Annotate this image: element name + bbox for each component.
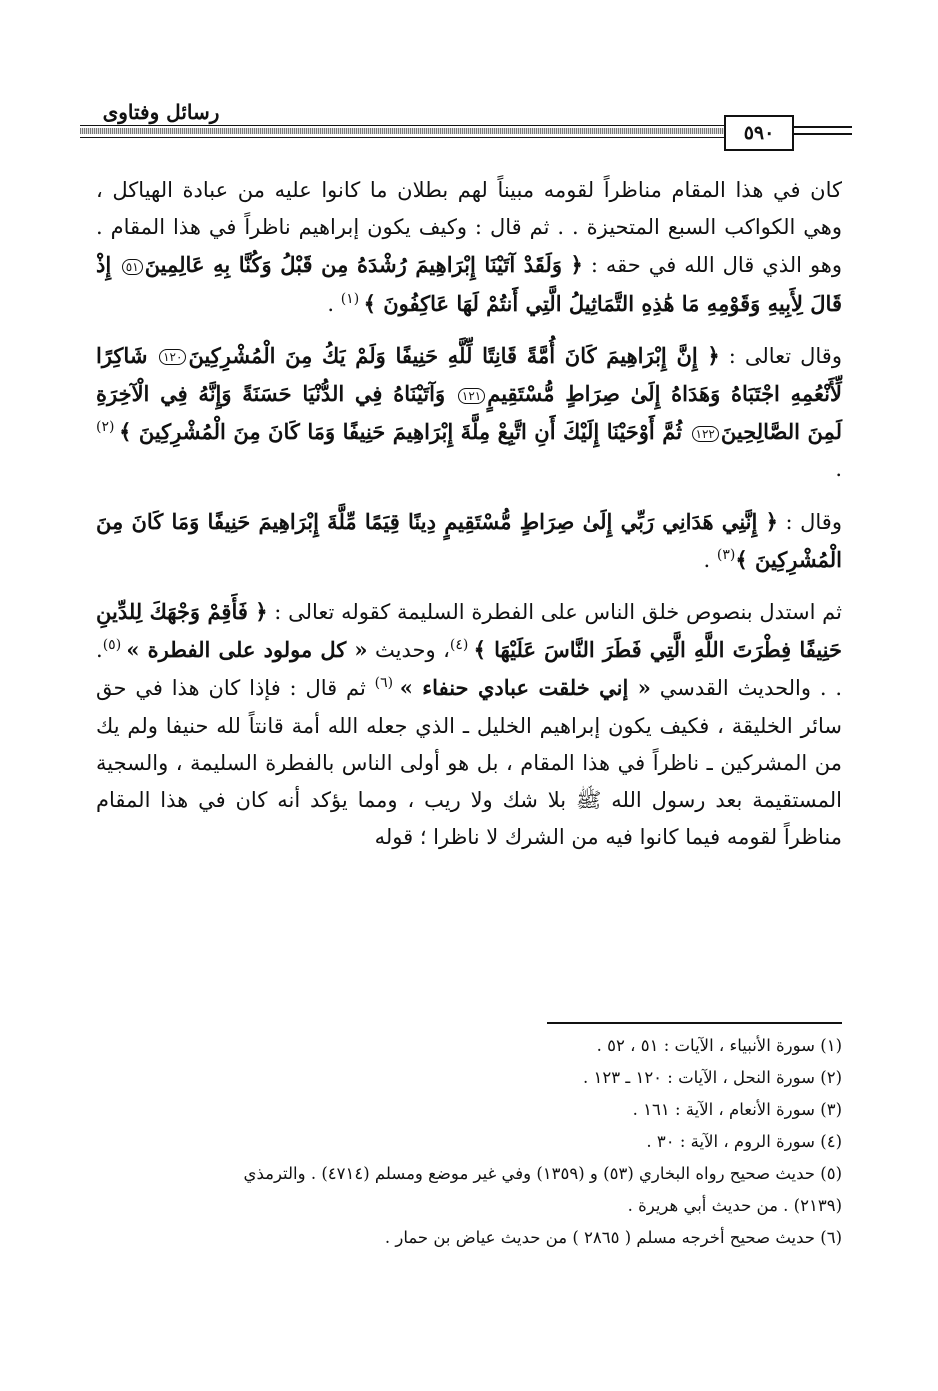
- footnote-ref: (٢): [96, 419, 120, 436]
- quran-quote: ﴿ إِنَّنِي هَدَانِي رَبِّي إِلَىٰ صِرَاطٍ مُّسْتَقِيمٍ دِينًا قِيَمًا مِّلَّةَ إِبْرَاهِيمَ حَنِيفًا وَمَا كَانَ مِنَ الْمُشْرِكِينَ ﴾: [96, 508, 842, 572]
- footnote-5: (٥) حديث صحيح رواه البخاري (٥٣) و (١٣٥٩) وفي غير موضع ومسلم (٤٧١٤) . والترمذي: [243, 1164, 842, 1183]
- paragraph: [96, 172, 842, 323]
- header-rule-band: [80, 128, 724, 134]
- quran-quote: وَآتَيْنَاهُ فِي الدُّنْيَا حَسَنَةً وَإِنَّهُ فِي الْآخِرَةِ لَمِنَ الصَّالِحِينَ: [96, 381, 842, 445]
- text-run: ، وحديث: [367, 638, 450, 663]
- quran-quote: إِذْ قَالَ لِأَبِيهِ وَقَوْمِهِ مَا هَٰذِهِ التَّمَاثِيلُ الَّتِي أَنتُمْ لَهَا عَاكِفُونَ ﴾: [96, 252, 842, 316]
- quran-quote: ﴿ إِنَّ إِبْرَاهِيمَ كَانَ أُمَّةً قَانِتًا لِّلَّهِ حَنِيفًا وَلَمْ يَكُ مِنَ الْمُشْرِكِينَ: [188, 342, 720, 368]
- footnote-2: (٢) سورة النحل ، الآيات : ١٢٠ ـ ١٢٣ .: [583, 1068, 842, 1087]
- footnote-ref: (٣): [716, 546, 736, 563]
- footnote-6: (٦) حديث صحيح أخرجه مسلم ( ٢٨٦٥ ) من حديث عياض بن حمار .: [384, 1228, 842, 1247]
- header-rule-bottom: [80, 137, 724, 138]
- verse-number-marker: ١٢٠: [159, 349, 186, 365]
- footnote-ref: (٥): [102, 637, 127, 654]
- text-run: .: [703, 547, 717, 572]
- quran-quote: شَاكِرًا لِّأَنْعُمِهِ اجْتَبَاهُ وَهَدَاهُ إِلَىٰ صِرَاطٍ مُّسْتَقِيمٍ: [96, 342, 842, 407]
- verse-number-marker: ١٢١: [458, 388, 485, 404]
- footnote-ref: (٤): [449, 637, 474, 654]
- footnote-4: (٤) سورة الروم ، الآية : ٣٠ .: [646, 1132, 842, 1151]
- text-run: .: [835, 457, 842, 482]
- footnote-3: (٣) سورة الأنعام ، الآية : ١٦١ .: [632, 1100, 842, 1119]
- text-run: وقال تعالى :: [719, 343, 842, 368]
- verse-number-marker: ٥١: [122, 259, 143, 275]
- page-number: ٥٩٠: [724, 115, 794, 151]
- header-rule-right-top: [794, 126, 852, 128]
- quran-quote: ﴿ وَلَقَدْ آتَيْنَا إِبْرَاهِيمَ رُشْدَهُ مِن قَبْلُ وَكُنَّا بِهِ عَالِمِينَ: [144, 252, 583, 278]
- header-rule-right-bottom: [794, 133, 852, 135]
- header-rule-top: [80, 125, 752, 126]
- footnotes: [96, 1030, 842, 1254]
- text-run: .: [327, 291, 341, 316]
- text-run: ثم استدل بنصوص خلق الناس على الفطرة السليمة كقوله تعالى :: [267, 600, 842, 625]
- text-run: كان في هذا المقام مناظراً لقومه مبيناً لهم بطلان ما كانوا عليه من عبادة الهياكل ، وهي الكواكب السبع المتحيزة . . ثم قال : وكيف يكون إبراهيم ناظراً في هذا المقام . وهو الذي قال الله في حقه :: [96, 178, 843, 278]
- hadith-quote: « كل مولود على الفطرة »: [126, 637, 368, 663]
- verse-number-marker: ١٢٢: [692, 426, 719, 442]
- footnote-ref: (٦): [374, 675, 400, 692]
- paragraph: [96, 337, 842, 489]
- main-text: [96, 172, 842, 856]
- footnote-separator: [547, 1022, 842, 1024]
- footnote-ref: (١): [340, 290, 364, 307]
- footnote-5-continued: (٢١٣٩) . من حديث أبي هريرة .: [627, 1196, 842, 1215]
- text-run: . . . والحديث القدسي: [96, 638, 843, 701]
- book-title: رسائل وفتاوى: [102, 100, 220, 124]
- hadith-quote: « إني خلقت عبادي حنفاء »: [399, 675, 651, 701]
- quran-quote: ﴿ فَأَقِمْ وَجْهَكَ لِلدِّينِ حَنِيفًا فِطْرَتَ اللَّهِ الَّتِي فَطَرَ النَّاسَ عَلَيْهَا ﴾: [96, 599, 842, 663]
- text-run: وقال :: [777, 509, 842, 534]
- footnote-1: (١) سورة الأنبياء ، الآيات : ٥١ ، ٥٢ .: [596, 1036, 842, 1055]
- quran-quote: ثُمَّ أَوْحَيْنَا إِلَيْكَ أَنِ اتَّبِعْ مِلَّةَ إِبْرَاهِيمَ حَنِيفًا وَمَا كَانَ مِنَ الْمُشْرِكِينَ ﴾: [119, 419, 690, 445]
- paragraph: [96, 593, 842, 856]
- paragraph: [96, 503, 842, 579]
- text-run: ثم قال : فإذا كان هذا في حق سائر الخليقة ، فكيف يكون إبراهيم الخليل ـ الذي جعله الله أمة قانتاً لله حنيفا ولم يك من المشركين ـ ناظراً في هذا المقام ، بل هو أولى الناس بالفطرة السليمة ، والسجية المستقيمة بعد رسول الله ﷺ بلا شك ولا ريب ، ومما يؤكد أنه كان في هذا المقام مناظراً لقومه فيما كانوا فيه من الشرك لا ناظرا ؛ قوله: [96, 676, 842, 850]
